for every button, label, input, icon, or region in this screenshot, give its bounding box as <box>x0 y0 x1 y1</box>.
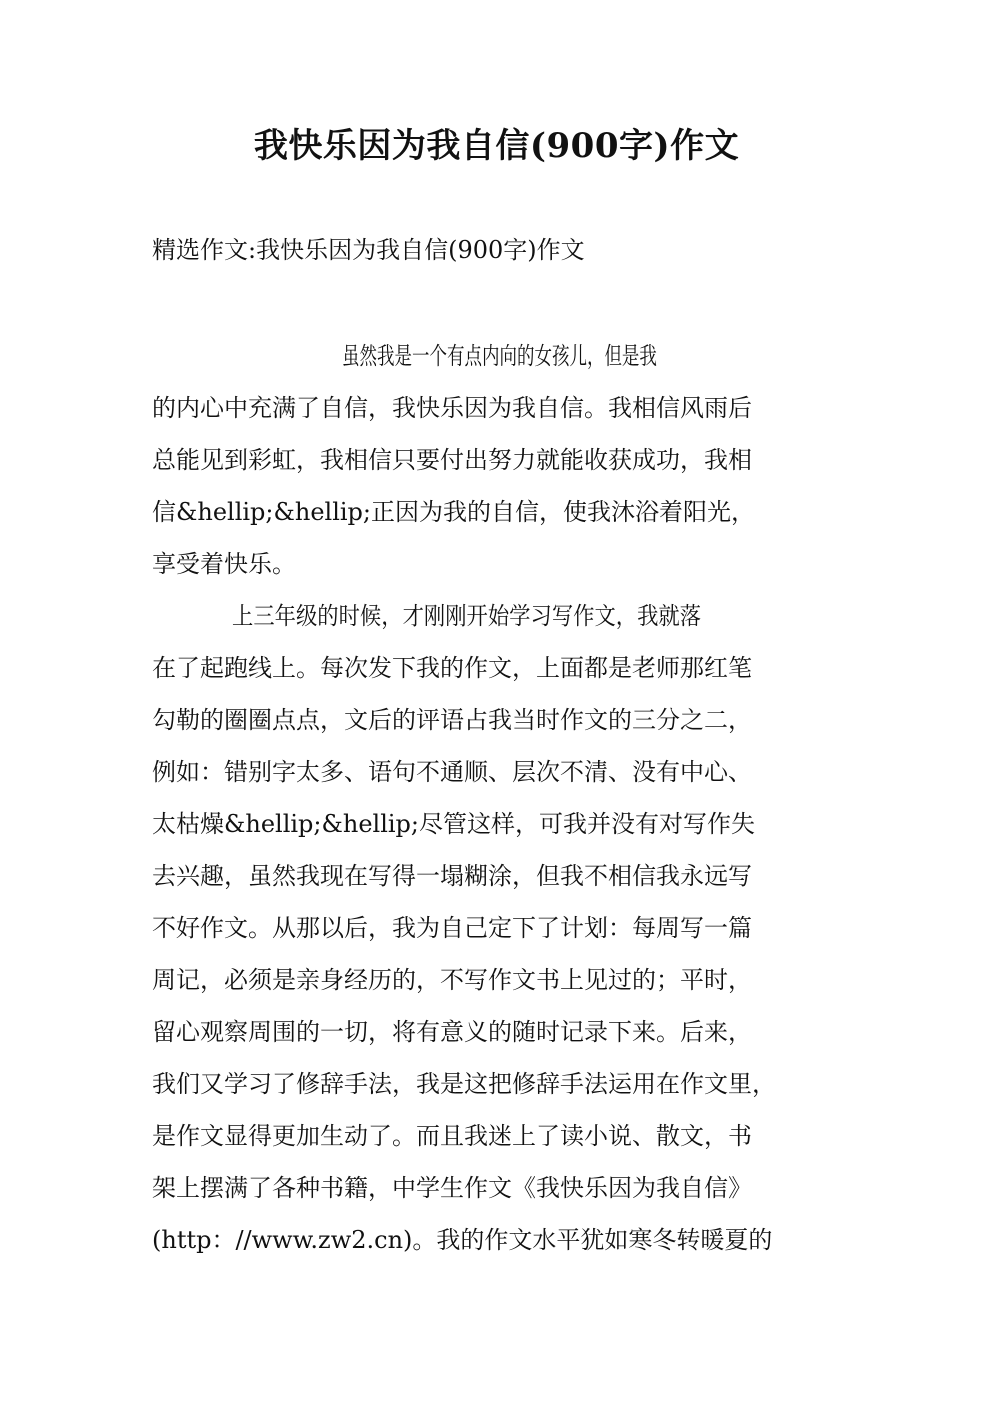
body-line: 总能见到彩虹，我相信只要付出努力就能收获成功，我相 <box>152 446 752 474</box>
body-line: 去兴趣，虽然我现在写得一塌糊涂，但我不相信我永远写 <box>152 862 752 890</box>
document-title: 我快乐因为我自信(900字)作文 <box>253 126 740 166</box>
body-line: 不好作文。从那以后，我为自己定下了计划：每周写一篇 <box>152 914 752 942</box>
body-line: 架上摆满了各种书籍，中学生作文《我快乐因为我自信》 <box>152 1174 752 1202</box>
body-line: 信&hellip;&hellip;正因为我的自信，使我沐浴着阳光， <box>152 498 755 526</box>
document-subtitle: 精选作文:我快乐因为我自信(900字)作文 <box>152 236 585 264</box>
body-line: 周记，必须是亲身经历的，不写作文书上见过的；平时， <box>152 966 752 994</box>
body-line: 勾勒的圈圈点点，文后的评语占我当时作文的三分之二， <box>152 706 752 734</box>
body-line: 太枯燥&hellip;&hellip;尽管这样，可我并没有对写作失 <box>152 810 755 838</box>
body-line: 我们又学习了修辞手法，我是这把修辞手法运用在作文里， <box>152 1070 776 1098</box>
body-line: 例如：错别字太多、语句不通顺、层次不清、没有中心、 <box>152 758 752 786</box>
body-line: 是作文显得更加生动了。而且我迷上了读小说、散文，书 <box>152 1122 752 1150</box>
body-line: 享受着快乐。 <box>152 550 296 578</box>
body-line: 在了起跑线上。每次发下我的作文，上面都是老师那红笔 <box>152 654 752 682</box>
body-line: 的内心中充满了自信，我快乐因为我自信。我相信风雨后 <box>152 394 752 422</box>
body-line: 上三年级的时候，才刚刚开始学习写作文，我就落 <box>232 602 702 630</box>
body-line: (http：//www.zw2.cn)。我的作文水平犹如寒冬转暖夏的 <box>152 1226 773 1254</box>
body-line: 虽然我是一个有点内向的女孩儿，但是我 <box>342 342 657 370</box>
body-line: 留心观察周围的一切，将有意义的随时记录下来。后来， <box>152 1018 752 1046</box>
